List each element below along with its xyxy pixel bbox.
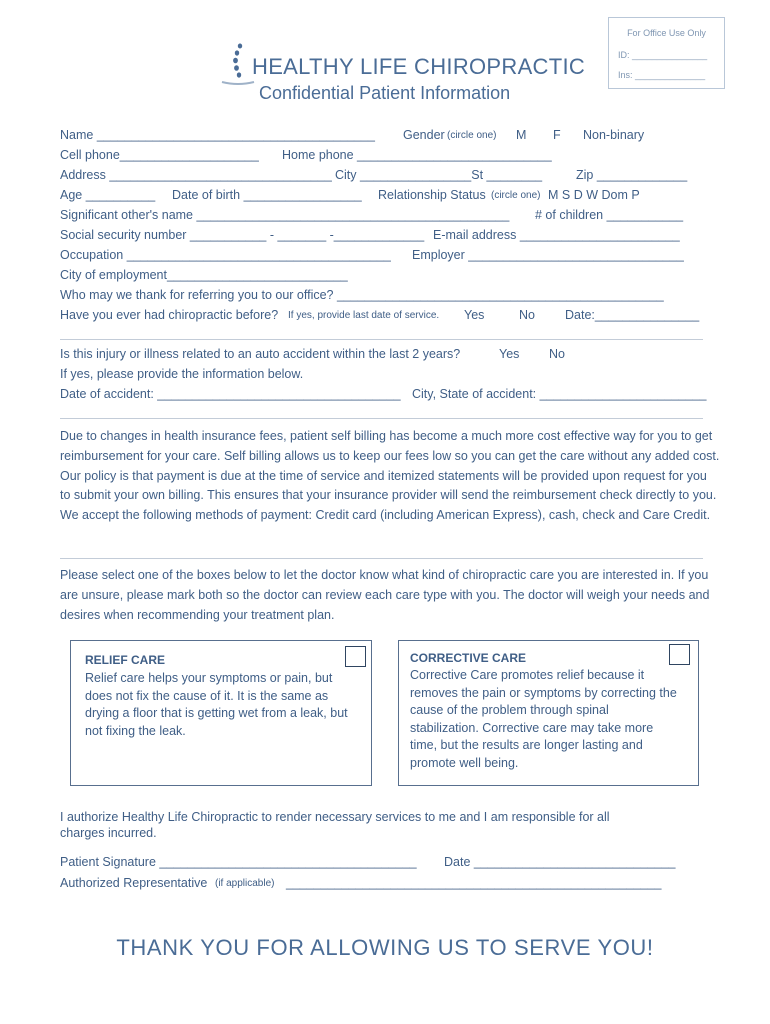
office-ins-field[interactable]: Ins: ______________ bbox=[618, 70, 706, 80]
gender-option-m[interactable]: M bbox=[516, 128, 527, 142]
auto-yes-option[interactable]: Yes bbox=[499, 347, 520, 361]
representative-hint: (if applicable) bbox=[215, 878, 275, 889]
gender-option-nonbinary[interactable]: Non-binary bbox=[583, 128, 645, 142]
cell-phone-field[interactable]: Cell phone____________________ bbox=[60, 148, 259, 162]
chiropractic-question: Have you ever had chiropractic before? bbox=[60, 308, 279, 322]
corrective-care-title: CORRECTIVE CARE bbox=[410, 651, 527, 665]
significant-other-field[interactable]: Significant other's name _____________________________________________ bbox=[60, 208, 510, 222]
auto-no-option[interactable]: No bbox=[549, 347, 565, 361]
signature-date-field[interactable]: Date _____________________________ bbox=[444, 855, 676, 869]
patient-signature-field[interactable]: Patient Signature _____________________________________ bbox=[60, 855, 417, 869]
chiropractic-no-option[interactable]: No bbox=[519, 308, 535, 322]
thank-you-banner: THANK YOU FOR ALLOWING US TO SERVE YOU! bbox=[116, 935, 654, 960]
relief-care-description: Relief care helps your symptoms or pain, but does not fix the cause of it. It is the same as drying a floor that is getting wet from a leak, but not fixing the leak. bbox=[85, 671, 348, 738]
corrective-care-checkbox[interactable] bbox=[669, 644, 690, 665]
relationship-options[interactable]: M S D W Dom P bbox=[548, 188, 640, 202]
divider bbox=[60, 418, 703, 419]
billing-policy-text: Due to changes in health insurance fees, patient self billing has become a much more cost effective way for you to get reimbursement for your care. Self billing allows us to keep our fees low so you can get the care without any added cost. Our policy is that payment is due at the time of service and itemized statements will be provided upon request for you to submit your own billing. This ensures that your insurance provider will send the reimbursement check directly to you. We accept the following methods of payment: Credit card (including American Express), cash, check and Care Credit. bbox=[60, 429, 720, 523]
ssn-field[interactable]: Social security number ___________ - _______ -_____________ bbox=[60, 228, 425, 242]
children-field[interactable]: # of children ___________ bbox=[535, 208, 684, 222]
accident-city-field[interactable]: City, State of accident: ________________________ bbox=[412, 387, 707, 401]
relief-care-box bbox=[70, 640, 372, 786]
address-field[interactable]: Address ________________________________ bbox=[60, 168, 332, 182]
gender-label: Gender bbox=[403, 128, 445, 142]
city-state-field[interactable]: City ________________St ________ bbox=[335, 168, 543, 182]
employer-field[interactable]: Employer _______________________________ bbox=[412, 248, 684, 262]
dob-field[interactable]: Date of birth _________________ bbox=[172, 188, 362, 202]
age-field[interactable]: Age __________ bbox=[60, 188, 156, 202]
home-phone-field[interactable]: Home phone ____________________________ bbox=[282, 148, 552, 162]
divider bbox=[60, 558, 703, 559]
spine-logo-icon bbox=[220, 42, 256, 86]
office-use-box bbox=[608, 17, 725, 89]
form-subtitle: Confidential Patient Information bbox=[259, 83, 511, 103]
chiropractic-hint: If yes, provide last date of service. bbox=[288, 310, 440, 321]
accident-date-field[interactable]: Date of accident: ___________________________________ bbox=[60, 387, 401, 401]
clinic-name: HEALTHY LIFE CHIROPRACTIC bbox=[252, 54, 586, 79]
gender-hint: (circle one) bbox=[447, 130, 497, 141]
city-employment-field[interactable]: City of employment__________________________ bbox=[60, 268, 348, 282]
corrective-care-description: Corrective Care promotes relief because it removes the pain or symptoms by correcting the cause of the problem through spinal stabilization. Corrective care may take more time, but the results are longer lasting and promote well being. bbox=[410, 668, 677, 770]
relief-care-checkbox[interactable] bbox=[345, 646, 366, 667]
referral-field[interactable]: Who may we thank for referring you to our office? _______________________________________________ bbox=[60, 288, 664, 302]
authorization-text: I authorize Healthy Life Chiropractic to render necessary services to me and I am responsible for all charges incurred. bbox=[60, 810, 610, 840]
relationship-label: Relationship Status bbox=[378, 188, 486, 202]
auto-accident-question: Is this injury or illness related to an auto accident within the last 2 years? bbox=[60, 347, 461, 361]
relief-care-title: RELIEF CARE bbox=[85, 653, 166, 667]
care-selection-instructions: Please select one of the boxes below to let the doctor know what kind of chiropractic care you are interested in. If you are unsure, please mark both so the doctor can review each care type with you. The doctor will weigh your needs and desires when recommending your treatment plan. bbox=[60, 568, 710, 622]
auto-info-text: If yes, please provide the information below. bbox=[60, 367, 304, 381]
representative-field[interactable]: ______________________________________________________ bbox=[286, 876, 662, 890]
gender-option-f[interactable]: F bbox=[553, 128, 561, 142]
office-id-field[interactable]: ID: _______________ bbox=[618, 50, 708, 60]
occupation-field[interactable]: Occupation ______________________________________ bbox=[60, 248, 391, 262]
corrective-care-box bbox=[398, 640, 699, 786]
divider bbox=[60, 339, 703, 340]
name-field[interactable]: Name ________________________________________ bbox=[60, 128, 375, 142]
email-field[interactable]: E-mail address _______________________ bbox=[433, 228, 680, 242]
representative-label: Authorized Representative bbox=[60, 876, 208, 890]
relationship-hint: (circle one) bbox=[491, 190, 541, 201]
office-use-title: For Office Use Only bbox=[627, 28, 706, 38]
zip-field[interactable]: Zip _____________ bbox=[576, 168, 688, 182]
chiropractic-yes-option[interactable]: Yes bbox=[464, 308, 485, 322]
chiropractic-date-field[interactable]: Date:_______________ bbox=[565, 308, 700, 322]
